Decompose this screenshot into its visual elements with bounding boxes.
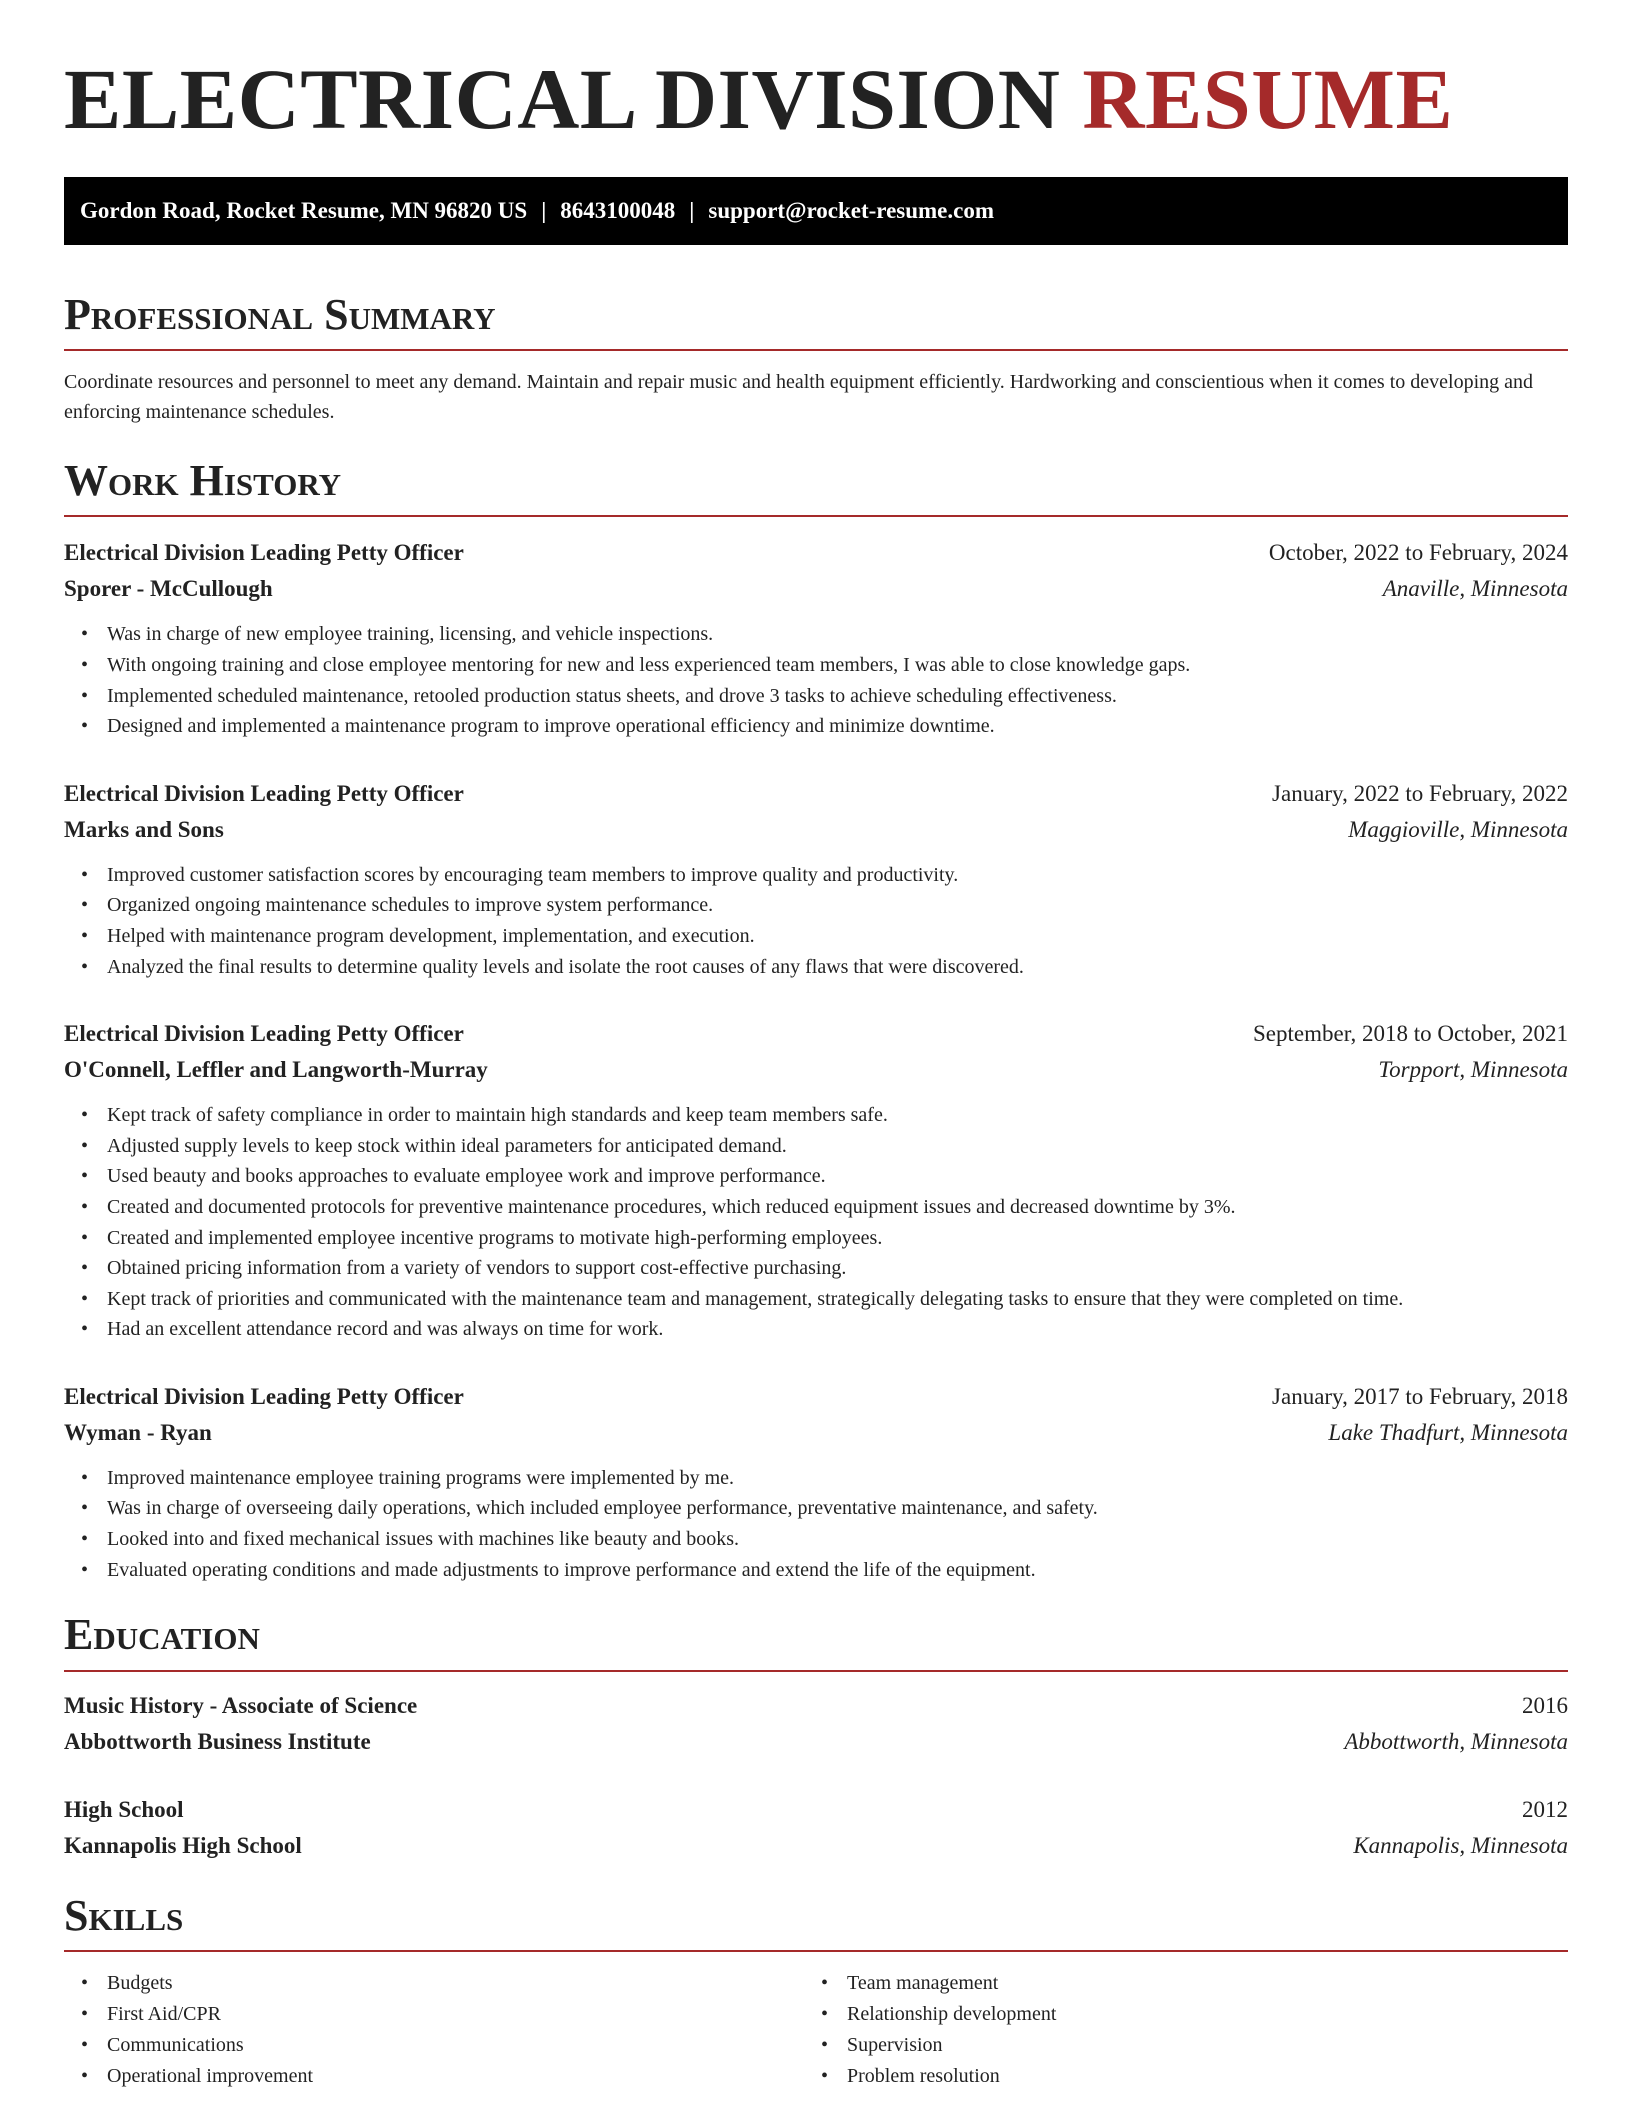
- education-degree-row: [64, 1792, 1568, 1828]
- job-bullets: [64, 1463, 1568, 1585]
- contact-phone: 8643100048: [560, 197, 676, 223]
- job-bullet: • Implemented scheduled maintenance, retooled production status sheets, and drove 3 tasks to achieve scheduling effectiveness.: [64, 681, 1568, 712]
- job-dates: January, 2022 to February, 2022: [1272, 780, 1568, 806]
- education-heading: Education: [64, 1611, 1568, 1671]
- job-bullet: • Helped with maintenance program development, implementation, and execution.: [64, 921, 1568, 952]
- job-company: Wyman - Ryan: [64, 1419, 212, 1445]
- education-school: Kannapolis High School: [64, 1832, 302, 1858]
- job-location: Maggioville, Minnesota: [1348, 816, 1568, 842]
- education-school-row: [64, 1724, 1568, 1760]
- job-title: Electrical Division Leading Petty Officer: [64, 540, 464, 566]
- job-bullet: • Adjusted supply levels to keep stock within ideal parameters for anticipated demand.: [64, 1131, 1568, 1162]
- job-dates: January, 2017 to February, 2018: [1272, 1383, 1568, 1409]
- job-company-row: [64, 571, 1568, 607]
- job-location: Torpport, Minnesota: [1378, 1057, 1568, 1083]
- job-bullet: • Kept track of safety compliance in order to maintain high standards and keep team members safe.: [64, 1100, 1568, 1131]
- education-school: Abbottworth Business Institute: [64, 1728, 371, 1754]
- job-company: Sporer - McCullough: [64, 576, 273, 602]
- skill-item: • Communications: [64, 2030, 804, 2061]
- job-bullets: [64, 1100, 1568, 1345]
- skill-item: • Supervision: [804, 2030, 1544, 2061]
- job-company-row: [64, 1052, 1568, 1088]
- job-title: Electrical Division Leading Petty Officer: [64, 1383, 464, 1409]
- summary-heading: Professional Summary: [64, 291, 1568, 351]
- contact-separator: |: [541, 197, 547, 223]
- job-bullet: • Was in charge of overseeing daily operations, which included employee performance, preventative maintenance, and safety.: [64, 1493, 1568, 1524]
- education-degree: High School: [64, 1796, 184, 1822]
- job-entry: [64, 776, 1568, 982]
- job-bullet: • Had an excellent attendance record and was always on time for work.: [64, 1314, 1568, 1345]
- job-dates: October, 2022 to February, 2024: [1268, 540, 1568, 566]
- skills-list: [64, 1968, 1568, 2092]
- job-location: Lake Thadfurt, Minnesota: [1328, 1419, 1568, 1445]
- education-school-row: [64, 1828, 1568, 1864]
- education-entry: [64, 1688, 1568, 1760]
- title-accent: RESUME: [1082, 51, 1454, 147]
- education-year: 2012: [1522, 1796, 1568, 1822]
- skills-column-left: [64, 1968, 804, 2092]
- skill-item: • Team management: [804, 1968, 1544, 1999]
- job-entry: [64, 535, 1568, 741]
- job-company: O'Connell, Leffler and Langworth-Murray: [64, 1057, 488, 1083]
- job-bullet: • Was in charge of new employee training, licensing, and vehicle inspections.: [64, 619, 1568, 650]
- skills-column-right: [804, 1968, 1544, 2092]
- education-degree-row: [64, 1688, 1568, 1724]
- job-bullet: • Looked into and fixed mechanical issues with machines like beauty and books.: [64, 1524, 1568, 1555]
- job-dates: September, 2018 to October, 2021: [1253, 1021, 1568, 1047]
- job-bullet: • Obtained pricing information from a variety of vendors to support cost-effective purchasing.: [64, 1253, 1568, 1284]
- job-header-row: [64, 535, 1568, 571]
- job-bullet: • Analyzed the final results to determine quality levels and isolate the root causes of any flaws that were discovered.: [64, 952, 1568, 983]
- resume-title: [64, 52, 1568, 147]
- job-bullet: • Improved maintenance employee training programs were implemented by me.: [64, 1463, 1568, 1494]
- skill-item: • Operational improvement: [64, 2061, 804, 2092]
- contact-email: support@rocket-resume.com: [708, 197, 995, 223]
- job-bullet: • Designed and implemented a maintenance program to improve operational efficiency and minimize downtime.: [64, 711, 1568, 742]
- education-location: Abbottworth, Minnesota: [1344, 1728, 1568, 1754]
- job-bullet: • Used beauty and books approaches to evaluate employee work and improve performance.: [64, 1161, 1568, 1192]
- job-bullet: • Evaluated operating conditions and made adjustments to improve performance and extend the life of the equipment.: [64, 1555, 1568, 1586]
- education-entry: [64, 1792, 1568, 1864]
- job-location: Anaville, Minnesota: [1382, 576, 1568, 602]
- job-bullet: • Kept track of priorities and communicated with the maintenance team and management, strategically delegating tasks to ensure that they were completed on time.: [64, 1284, 1568, 1315]
- summary-text: Coordinate resources and personnel to meet any demand. Maintain and repair music and health equipment efficiently. Hardworking and conscientious when it comes to developing and enforcing maintenance schedules.: [64, 370, 1534, 423]
- skill-item: • First Aid/CPR: [64, 1999, 804, 2030]
- education-year: 2016: [1522, 1692, 1568, 1718]
- job-bullet: • Organized ongoing maintenance schedules to improve system performance.: [64, 890, 1568, 921]
- skills-heading: Skills: [64, 1892, 1568, 1952]
- job-bullets: [64, 619, 1568, 741]
- job-bullet: • Improved customer satisfaction scores by encouraging team members to improve quality and productivity.: [64, 860, 1568, 891]
- skill-item: • Problem resolution: [804, 2061, 1544, 2092]
- job-title: Electrical Division Leading Petty Officer: [64, 780, 464, 806]
- education-degree: Music History - Associate of Science: [64, 1692, 418, 1718]
- job-title: Electrical Division Leading Petty Officer: [64, 1021, 464, 1047]
- resume-page: [64, 0, 1568, 2092]
- job-company: Marks and Sons: [64, 816, 224, 842]
- job-header-row: [64, 1016, 1568, 1052]
- education-location: Kannapolis, Minnesota: [1353, 1832, 1568, 1858]
- title-main: ELECTRICAL DIVISION: [64, 51, 1061, 147]
- job-company-row: [64, 812, 1568, 848]
- contact-bar: [64, 177, 1568, 245]
- job-company-row: [64, 1415, 1568, 1451]
- job-bullet: • With ongoing training and close employee mentoring for new and less experienced team members, I was able to close knowledge gaps.: [64, 650, 1568, 681]
- contact-separator: |: [689, 197, 695, 223]
- job-entry: [64, 1379, 1568, 1585]
- job-bullet: • Created and documented protocols for preventive maintenance procedures, which reduced equipment issues and decreased downtime by 3%.: [64, 1192, 1568, 1223]
- work-history-heading: Work History: [64, 457, 1568, 517]
- skill-item: • Budgets: [64, 1968, 804, 1999]
- job-bullet: • Created and implemented employee incentive programs to motivate high-performing employees.: [64, 1223, 1568, 1254]
- job-entry: [64, 1016, 1568, 1345]
- contact-address: Gordon Road, Rocket Resume, MN 96820 US: [80, 197, 528, 223]
- job-bullets: [64, 860, 1568, 982]
- skill-item: • Relationship development: [804, 1999, 1544, 2030]
- job-header-row: [64, 776, 1568, 812]
- job-header-row: [64, 1379, 1568, 1415]
